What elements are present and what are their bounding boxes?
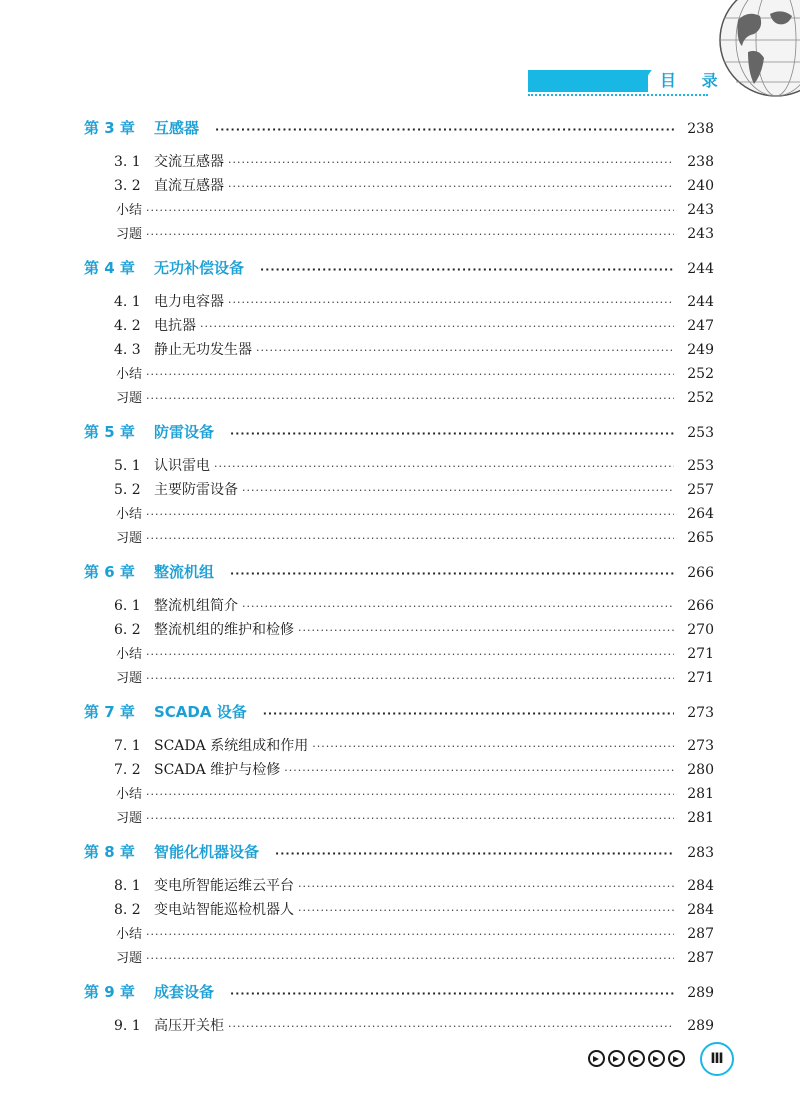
toc-section-row[interactable] xyxy=(0,290,800,314)
toc-section-row[interactable] xyxy=(0,874,800,898)
toc-entry-number: 第 4 章 xyxy=(84,259,135,277)
toc-entry-number: 6. 2 xyxy=(114,622,141,638)
page-number: Ⅲ xyxy=(700,1042,734,1076)
toc-page-number: 289 xyxy=(687,985,714,1001)
dot-leader xyxy=(230,982,674,1006)
toc-page-number: 266 xyxy=(687,565,714,581)
toc-section-row[interactable] xyxy=(0,454,800,478)
toc-chapter-row[interactable] xyxy=(0,980,800,1004)
toc-entry-title: 主要防雷设备 xyxy=(154,482,238,498)
toc-page-number: 238 xyxy=(687,154,714,170)
dot-leader xyxy=(200,315,674,339)
dot-leader xyxy=(146,223,674,247)
toc-entry-title: 小结 xyxy=(116,507,143,522)
toc-page-number: 252 xyxy=(687,390,714,406)
toc-entry-title: SCADA 维护与检修 xyxy=(154,762,281,778)
toc-entry-title: 认识雷电 xyxy=(154,458,210,474)
toc-entry-title: 防雷设备 xyxy=(154,423,215,441)
footer-arrows xyxy=(588,1050,685,1067)
toc-entry-number: 4. 3 xyxy=(114,342,141,358)
dot-leader xyxy=(275,842,674,866)
toc-page-number: 281 xyxy=(687,810,714,826)
toc-section-row[interactable] xyxy=(0,758,800,782)
header-dotted-line xyxy=(528,94,708,96)
dot-leader xyxy=(298,619,674,643)
toc-page-number: 281 xyxy=(687,786,714,802)
toc-entry-title: 整流机组的维护和检修 xyxy=(154,622,294,638)
arrow-right-icon xyxy=(608,1050,625,1067)
toc-chapter-row[interactable] xyxy=(0,420,800,444)
toc-minor-row[interactable] xyxy=(0,666,800,690)
toc-entry-title: 小结 xyxy=(116,787,143,802)
toc-entry-title: 小结 xyxy=(116,203,143,218)
toc-entry-number: 3. 2 xyxy=(114,178,141,194)
toc-minor-row[interactable] xyxy=(0,526,800,550)
dot-leader xyxy=(146,783,674,807)
toc-minor-row[interactable] xyxy=(0,362,800,386)
dot-leader xyxy=(146,387,674,411)
toc-entry-number: 第 8 章 xyxy=(84,843,135,861)
toc-entry-number: 4. 2 xyxy=(114,318,141,334)
dot-leader xyxy=(214,455,674,479)
dot-leader xyxy=(298,875,674,899)
toc-entry-number: 4. 1 xyxy=(114,294,141,310)
toc-page-number: 273 xyxy=(687,738,714,754)
globe-icon xyxy=(708,0,800,110)
toc-entry-title: 整流机组简介 xyxy=(154,598,238,614)
toc-page-number: 238 xyxy=(687,121,714,137)
toc-page-number: 253 xyxy=(687,425,714,441)
toc-section-row[interactable] xyxy=(0,898,800,922)
dot-leader xyxy=(146,199,674,223)
arrow-right-icon xyxy=(588,1050,605,1067)
toc-page-number: 265 xyxy=(687,530,714,546)
toc-entry-title: 小结 xyxy=(116,367,143,382)
toc-page-number: 287 xyxy=(687,950,714,966)
dot-leader xyxy=(146,503,674,527)
dot-leader xyxy=(146,667,674,691)
toc-entry-title: 成套设备 xyxy=(154,983,215,1001)
toc-section-row[interactable] xyxy=(0,174,800,198)
toc-chapter-row[interactable] xyxy=(0,256,800,280)
toc-entry-number: 5. 1 xyxy=(114,458,141,474)
dot-leader xyxy=(242,479,674,503)
toc-page-number: 264 xyxy=(687,506,714,522)
toc-page-number: 247 xyxy=(687,318,714,334)
toc-page-number: 271 xyxy=(687,670,714,686)
toc-entry-title: 习题 xyxy=(116,531,143,546)
toc-page-number: 249 xyxy=(687,342,714,358)
toc-chapter-row[interactable] xyxy=(0,560,800,584)
arrow-right-icon xyxy=(648,1050,665,1067)
dot-leader xyxy=(242,595,674,619)
toc-page-number: 266 xyxy=(687,598,714,614)
toc-entry-title: 变电站智能巡检机器人 xyxy=(154,902,294,918)
toc-entry-title: 习题 xyxy=(116,811,143,826)
toc-entry-number: 8. 2 xyxy=(114,902,141,918)
toc-entry-number: 7. 1 xyxy=(114,738,141,754)
toc-page-number: 287 xyxy=(687,926,714,942)
dot-leader xyxy=(146,527,674,551)
dot-leader xyxy=(256,339,674,363)
toc-minor-row[interactable] xyxy=(0,946,800,970)
toc-section-row[interactable] xyxy=(0,478,800,502)
dot-leader xyxy=(228,151,674,175)
dot-leader xyxy=(260,258,674,282)
toc-entry-title: 高压开关柜 xyxy=(154,1018,224,1034)
toc-section-row[interactable] xyxy=(0,338,800,362)
toc-minor-row[interactable] xyxy=(0,222,800,246)
dot-leader xyxy=(146,807,674,831)
toc-page-number: 243 xyxy=(687,226,714,242)
toc-page-number: 273 xyxy=(687,705,714,721)
toc-entry-number: 第 6 章 xyxy=(84,563,135,581)
toc-page-number: 271 xyxy=(687,646,714,662)
dot-leader xyxy=(146,947,674,971)
toc-entry-title: 无功补偿设备 xyxy=(154,259,245,277)
toc-entry-number: 第 3 章 xyxy=(84,119,135,137)
toc-page-number: 280 xyxy=(687,762,714,778)
toc-entry-title: 变电所智能运维云平台 xyxy=(154,878,294,894)
toc-minor-row[interactable] xyxy=(0,782,800,806)
dot-leader xyxy=(228,175,674,199)
toc-page-number: 289 xyxy=(687,1018,714,1034)
dot-leader xyxy=(263,702,674,726)
toc-minor-row[interactable] xyxy=(0,502,800,526)
toc-entry-title: SCADA 系统组成和作用 xyxy=(154,738,309,754)
toc-page-number: 284 xyxy=(687,878,714,894)
toc-entry-title: 习题 xyxy=(116,951,143,966)
toc-entry-number: 第 7 章 xyxy=(84,703,135,721)
toc-minor-row[interactable] xyxy=(0,806,800,830)
toc-entry-title: 智能化机器设备 xyxy=(154,843,260,861)
toc-entry-title: 直流互感器 xyxy=(154,178,224,194)
dot-leader xyxy=(312,735,674,759)
toc-section-row[interactable] xyxy=(0,150,800,174)
toc-page-number: 252 xyxy=(687,366,714,382)
dot-leader xyxy=(228,1015,674,1039)
toc-entry-title: SCADA 设备 xyxy=(154,703,247,721)
toc-section-row[interactable] xyxy=(0,594,800,618)
dot-leader xyxy=(284,759,674,783)
dot-leader xyxy=(298,899,674,923)
toc-entry-title: 整流机组 xyxy=(154,563,215,581)
toc-page-number: 284 xyxy=(687,902,714,918)
toc-chapter-row[interactable] xyxy=(0,700,800,724)
toc-section-row[interactable] xyxy=(0,1014,800,1038)
toc-entry-title: 习题 xyxy=(116,671,143,686)
toc-entry-title: 小结 xyxy=(116,647,143,662)
toc-page-number: 240 xyxy=(687,178,714,194)
dot-leader xyxy=(215,118,674,142)
toc-entry-number: 8. 1 xyxy=(114,878,141,894)
toc-section-row[interactable] xyxy=(0,314,800,338)
toc-entry-title: 互感器 xyxy=(154,119,200,137)
toc-entry-number: 6. 1 xyxy=(114,598,141,614)
toc-page-number: 244 xyxy=(687,294,714,310)
toc-chapter-row[interactable] xyxy=(0,116,800,140)
toc-entry-number: 5. 2 xyxy=(114,482,141,498)
dot-leader xyxy=(146,363,674,387)
toc-page-number: 253 xyxy=(687,458,714,474)
dot-leader xyxy=(230,562,674,586)
toc-entry-title: 习题 xyxy=(116,227,143,242)
toc-chapter-row[interactable] xyxy=(0,840,800,864)
dot-leader xyxy=(228,291,674,315)
toc-page-number: 243 xyxy=(687,202,714,218)
page-title: 目 录 xyxy=(660,71,728,90)
dot-leader xyxy=(146,643,674,667)
arrow-right-icon xyxy=(628,1050,645,1067)
toc-minor-row[interactable] xyxy=(0,922,800,946)
toc-section-row[interactable] xyxy=(0,618,800,642)
arrow-right-icon xyxy=(668,1050,685,1067)
toc-entry-title: 习题 xyxy=(116,391,143,406)
toc-page-number: 244 xyxy=(687,261,714,277)
dot-leader xyxy=(146,923,674,947)
toc-entry-title: 电力电容器 xyxy=(154,294,224,310)
toc-entry-number: 第 9 章 xyxy=(84,983,135,1001)
toc-entry-number: 第 5 章 xyxy=(84,423,135,441)
toc-minor-row[interactable] xyxy=(0,198,800,222)
dot-leader xyxy=(230,422,674,446)
toc-entry-title: 电抗器 xyxy=(154,318,196,334)
toc-section-row[interactable] xyxy=(0,734,800,758)
toc-page-number: 283 xyxy=(687,845,714,861)
toc-minor-row[interactable] xyxy=(0,386,800,410)
toc-page-number: 257 xyxy=(687,482,714,498)
toc-page-number: 270 xyxy=(687,622,714,638)
toc-entry-number: 7. 2 xyxy=(114,762,141,778)
toc-entry-title: 静止无功发生器 xyxy=(154,342,252,358)
toc-minor-row[interactable] xyxy=(0,642,800,666)
toc-entry-title: 小结 xyxy=(116,927,143,942)
toc-entry-number: 3. 1 xyxy=(114,154,141,170)
toc-entry-number: 9. 1 xyxy=(114,1018,141,1034)
toc-entry-title: 交流互感器 xyxy=(154,154,224,170)
